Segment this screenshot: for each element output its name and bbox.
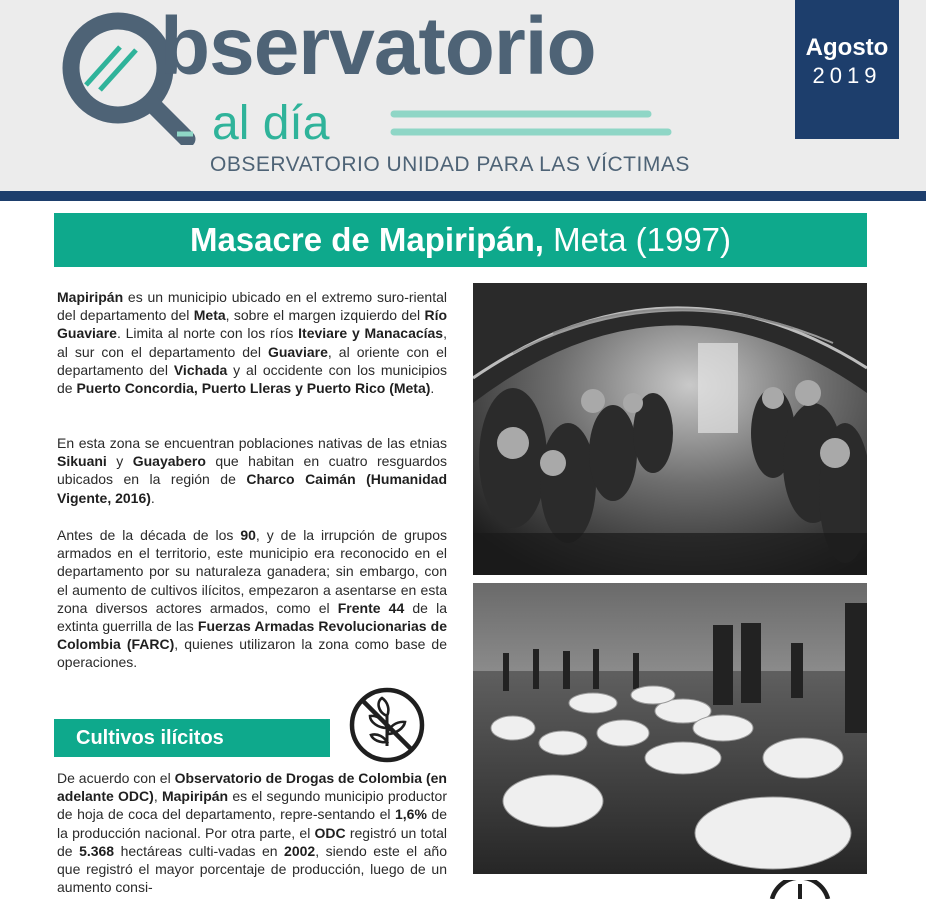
text-strong: Mapiripán (57, 289, 124, 305)
text: es un municipio ubicado en el extremo suro-riental del departamento del (57, 289, 447, 324)
logo-decorative-lines (390, 108, 675, 138)
section-heading-cultivos: Cultivos ilícitos (54, 719, 330, 757)
masthead (0, 0, 926, 191)
text-strong: Vichada (173, 361, 228, 378)
text: De acuerdo con el (57, 770, 175, 786)
text: , al oriente con el departamento del (57, 343, 447, 378)
text-strong: Río Guaviare (57, 307, 448, 342)
page-title-regular: Meta (1997) (543, 221, 732, 258)
text-strong: Meta (193, 307, 226, 324)
text: de la extinta guerrilla de las (57, 599, 448, 635)
text-strong: Puerto Concordia, Puerto Lleras y Puerto Rico (Meta) (76, 380, 431, 397)
issue-date-badge (795, 0, 899, 139)
logo-tagline: OBSERVATORIO UNIDAD PARA LAS VÍCTIMAS (210, 153, 690, 176)
intro-paragraph (57, 288, 447, 397)
logo-subtitle: al día (212, 97, 330, 150)
text: y al occidente con los municipios de (57, 361, 447, 397)
text: que habitan en cuatro resguardos ubicados en la región de (57, 453, 448, 488)
aircraft-passengers-photo (473, 283, 867, 575)
text-strong: ODC (314, 824, 346, 841)
text: , (153, 788, 162, 805)
text: , sobre el margen izquierdo del (225, 307, 425, 324)
ethnic-groups-paragraph (57, 434, 447, 507)
text: , siendo este el año que registró el mayor porcentaje de producción, luego de un aumento consi- (57, 842, 447, 896)
text-strong: 5.368 (79, 842, 115, 859)
text: de la producción nacional. Por otra parte, el (57, 806, 447, 841)
page-title-bold: Masacre de Mapiripán, (189, 221, 544, 258)
text: . (150, 489, 155, 506)
text-strong: Charco Caimán (246, 471, 356, 488)
text: hectáreas culti-vadas en (114, 842, 285, 859)
history-paragraph (57, 526, 447, 672)
logo-title: bservatorio (160, 1, 596, 92)
text-strong: 90 (240, 527, 256, 543)
text-strong: Guaviare (267, 343, 328, 360)
issue-month: Agosto (805, 34, 889, 61)
text: es el segundo municipio productor de hoja de coca del departamento, repre-sentando el (57, 788, 447, 823)
text: registró un total de (57, 824, 447, 859)
partial-circle-icon (768, 880, 832, 899)
text: y (106, 453, 133, 470)
field-body-bags-photo (473, 583, 867, 874)
text (356, 471, 366, 487)
text-strong: Frente 44 (337, 599, 405, 616)
text: Antes de la década de los (57, 527, 241, 543)
text: . (430, 380, 435, 397)
text-strong: (Humanidad Vigente, 2016) (57, 471, 448, 506)
text: , y de la irrupción de grupos armados en el territorio, este municipio era reconocido en el departamento por su naturaleza ganadera; sin embargo, con el aumento de cultivos ilícitos, empezaron a asentarse en esta zona diversos actores armados, como el (57, 527, 447, 616)
text-strong: Fuerzas Armadas Revolucionarias de Colombia (FARC) (57, 618, 447, 653)
text: , quienes utilizaron la zona como base de operaciones. (57, 636, 447, 671)
coca-paragraph (57, 769, 447, 896)
text-strong: 1,6% (395, 806, 427, 823)
page-title (54, 213, 867, 267)
text-strong: Iteviare y Manacacías (298, 325, 444, 342)
text-strong: 2002 (284, 842, 316, 859)
text-strong: Sikuani (57, 453, 107, 470)
header-divider (0, 191, 926, 201)
text-strong: Guayabero (132, 453, 206, 470)
no-coca-leaf-icon (348, 686, 426, 764)
text-strong: Mapiripán (161, 788, 229, 805)
text: , al sur con el departamento del (57, 325, 447, 360)
text: En esta zona se encuentran poblaciones nativas de las etnias (57, 435, 447, 451)
text: . Limita al norte con los ríos (116, 325, 299, 342)
issue-year: 2019 (812, 63, 882, 88)
text-strong: Observatorio de Drogas de Colombia (en adelante ODC) (57, 770, 447, 805)
